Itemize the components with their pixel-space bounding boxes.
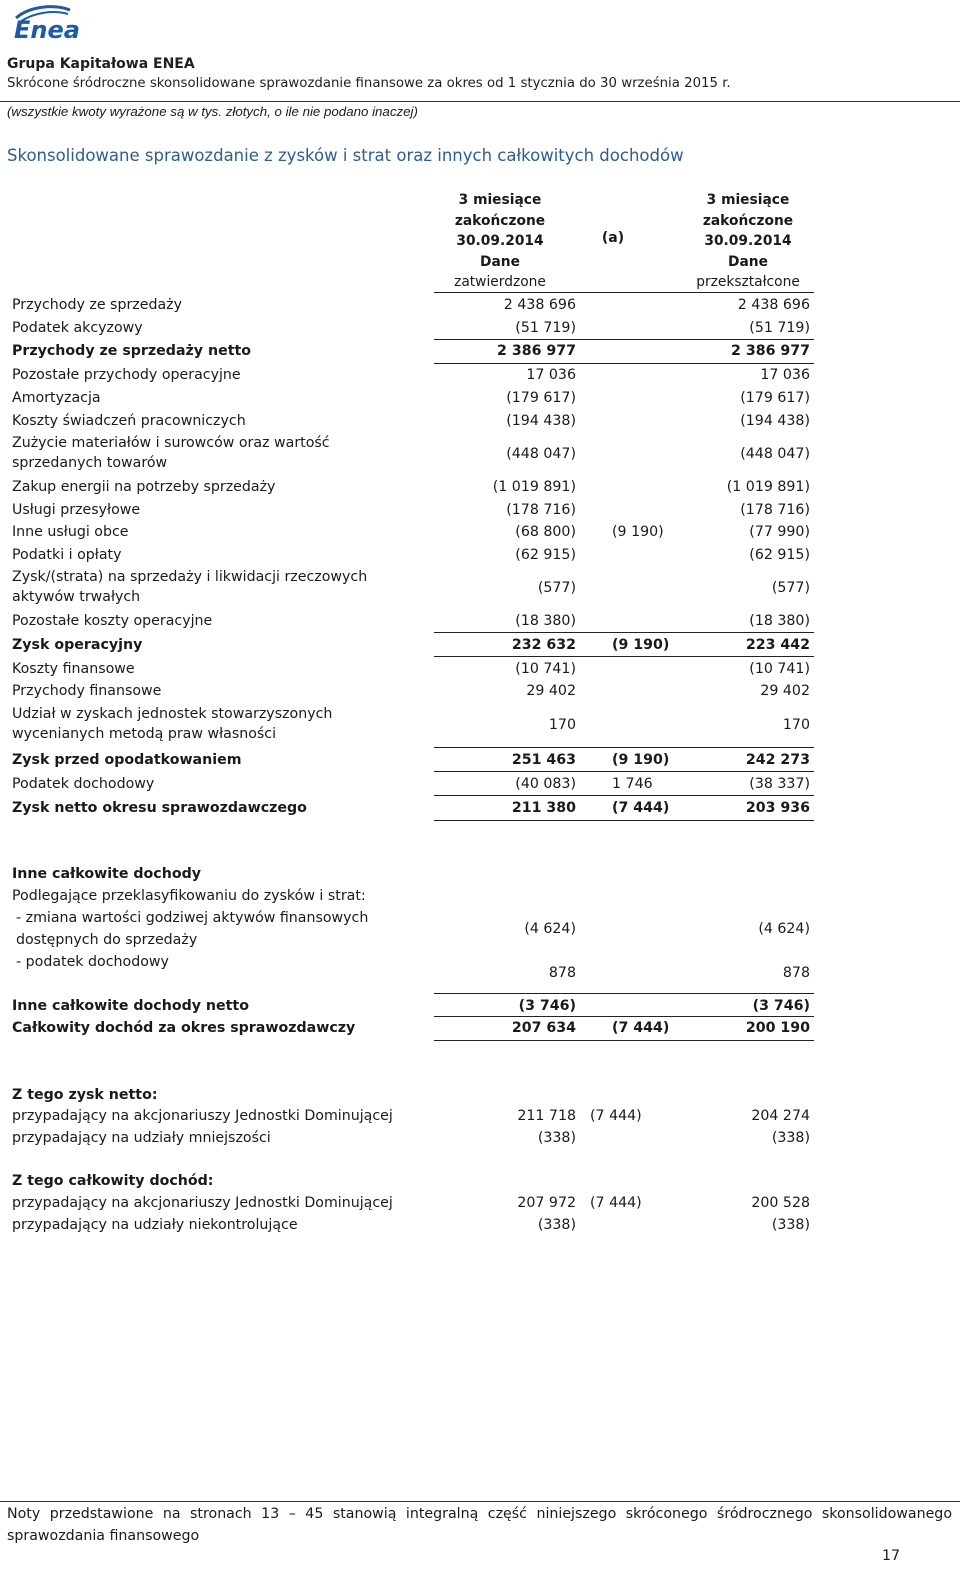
page-number: 17 xyxy=(881,1548,900,1564)
total-income-split-title: Z tego całkowity dochód: xyxy=(12,1173,214,1189)
subtotal-rule xyxy=(434,339,814,340)
oci-subtitle: Podlegające przeklasyfikowaniu do zysków i strat: xyxy=(12,888,366,904)
subtotal-rule xyxy=(434,656,814,657)
company-name: Grupa Kapitałowa ENEA xyxy=(7,56,195,72)
total-rule xyxy=(434,820,814,821)
enea-logo xyxy=(10,4,100,44)
report-subtitle: Skrócone śródroczne skonsolidowane sprawozdanie finansowe za okres od 1 stycznia do 30 września 2015 r. xyxy=(7,76,731,91)
svg-text:Enea: Enea xyxy=(14,16,80,44)
oci-title: Inne całkowite dochody xyxy=(12,866,201,882)
header-divider xyxy=(0,101,960,102)
subtotal-rule xyxy=(434,632,814,633)
column-header-restated: 3 miesiące zakończone 30.09.2014 Dane przekształcone xyxy=(696,192,800,290)
subtotal-rule xyxy=(434,993,814,994)
subtotal-rule xyxy=(434,795,814,796)
column-header-adjustment: (a) xyxy=(601,230,625,246)
net-profit-split-title: Z tego zysk netto: xyxy=(12,1087,158,1103)
footer-note: Noty przedstawione na stronach 13 – 45 stanowią integralną część niniejszego skróconego śródrocznego skonsolidowanego sprawozdania finansowego xyxy=(7,1506,952,1544)
total-rule xyxy=(434,1040,814,1041)
header-underline xyxy=(434,292,814,293)
statement-title: Skonsolidowane sprawozdanie z zysków i strat oraz innych całkowitych dochodów xyxy=(7,146,684,165)
subtotal-rule xyxy=(434,771,814,772)
column-header-approved: 3 miesiące zakończone 30.09.2014 Dane zatwierdzone xyxy=(454,192,546,290)
amounts-note: (wszystkie kwoty wyrażone są w tys. złotych, o ile nie podano inaczej) xyxy=(7,104,418,119)
subtotal-rule xyxy=(434,1016,814,1017)
subtotal-rule xyxy=(434,747,814,748)
footer-divider xyxy=(0,1501,960,1502)
subtotal-rule xyxy=(434,363,814,364)
